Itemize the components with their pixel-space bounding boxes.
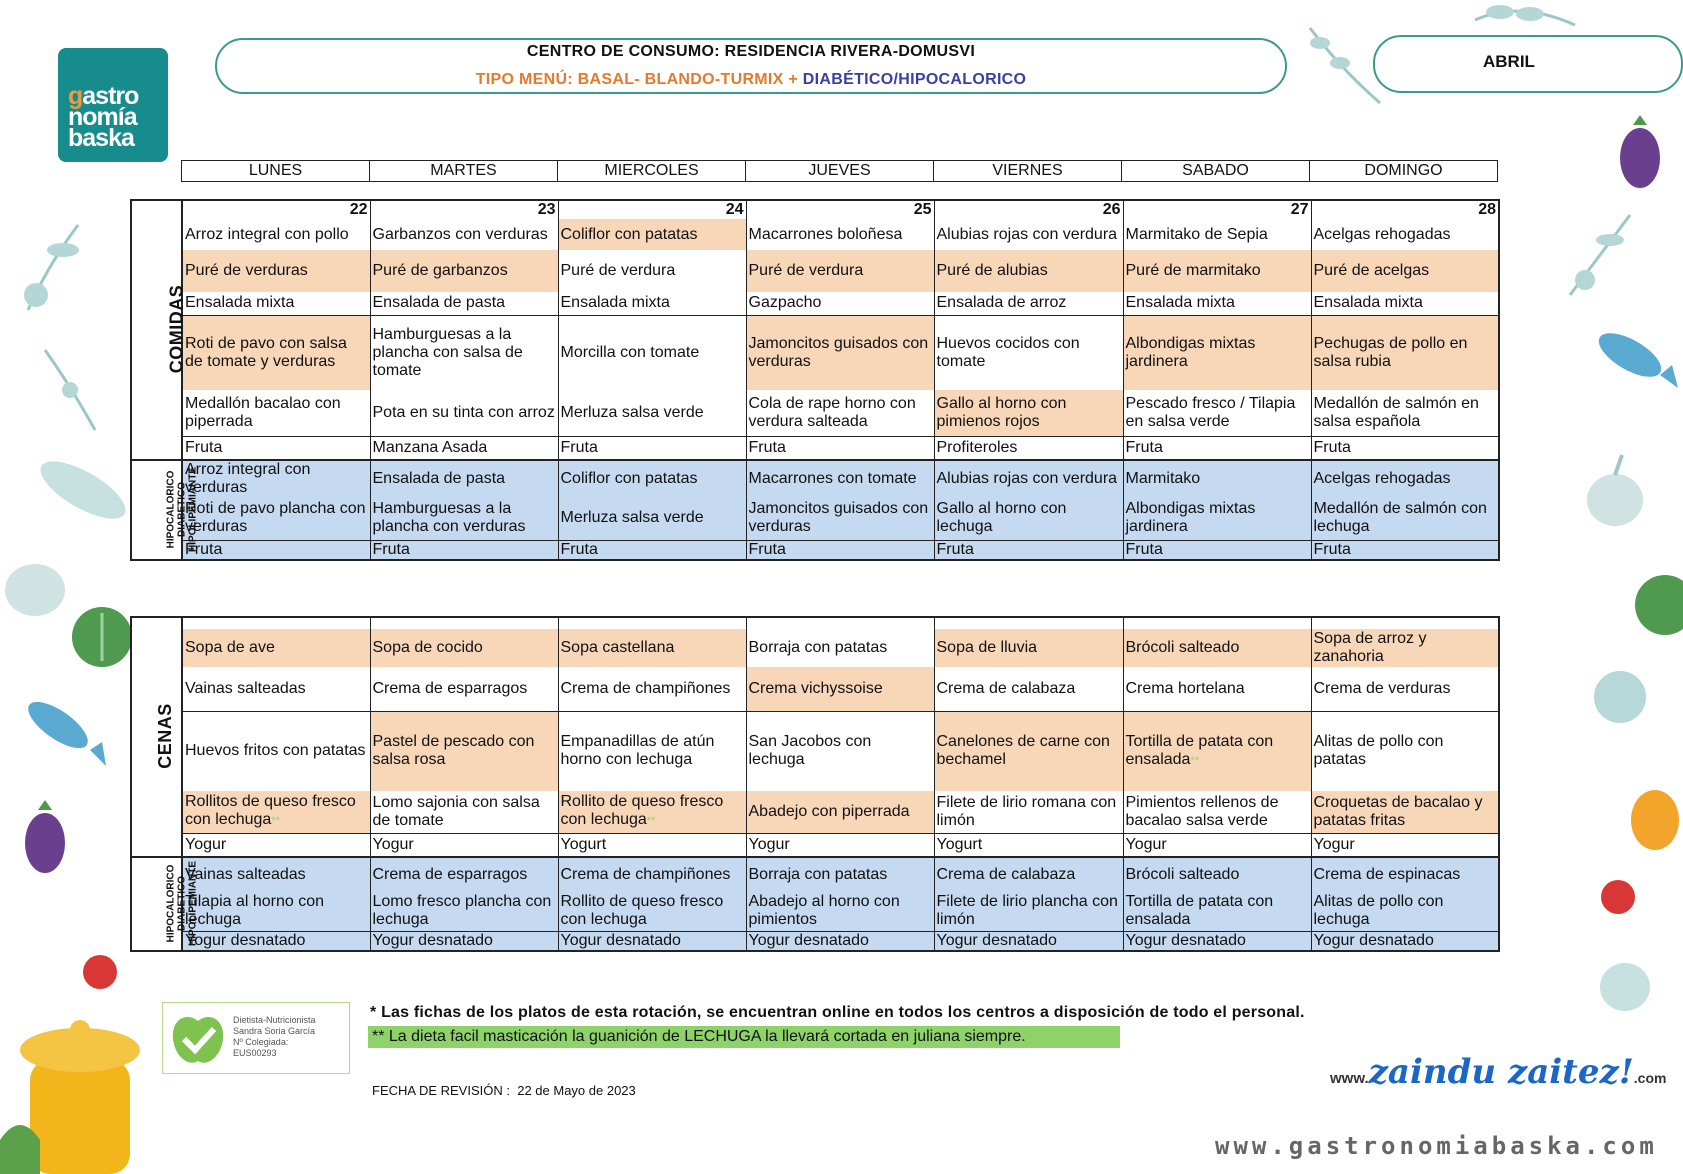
dates-row <box>131 200 1499 219</box>
menu-cell: Alitas de pollo con lechuga <box>1311 891 1499 931</box>
cenas-row <box>131 833 1499 857</box>
comidas-diet-row <box>131 540 1499 560</box>
menu-cell: Sopa castellana <box>558 629 746 667</box>
logo-line-2: nomía <box>68 103 137 131</box>
day-header: VIERNES <box>934 161 1122 181</box>
menu-cell: Morcilla con tomate <box>558 315 746 390</box>
eggplant-icon <box>1615 110 1665 190</box>
menu-cell: Yogur <box>182 833 370 857</box>
menu-cell: Fruta <box>746 436 934 460</box>
menu-cell: Fruta <box>1311 540 1499 560</box>
menu-cell: Arroz integral con verduras <box>182 460 370 497</box>
menu-cell: Tilapia al horno con lechuga <box>182 891 370 931</box>
menu-cell: Hamburguesas a la plancha con salsa de tomate <box>370 315 558 390</box>
month-label: ABRIL <box>1483 52 1535 71</box>
date-number: 24 <box>558 200 746 219</box>
menu-cell: Arroz integral con pollo <box>182 219 370 250</box>
comidas-diet-label: HIPOCALORICO DIABETICO HIPOLIPEMIANTE <box>131 460 182 560</box>
menu-cell: Ensalada mixta <box>1311 292 1499 315</box>
menu-cell: Pescado fresco / Tilapia en salsa verde <box>1123 390 1311 436</box>
cenas-diet-label: HIPOCALORICO DIABETICO HIPOLIPEMIANTE <box>131 857 182 951</box>
date-number: 27 <box>1123 200 1311 219</box>
header-box <box>215 38 1287 94</box>
lechuga-note-mark: ** <box>1190 754 1200 767</box>
menu-type-suffix: DIABÉTICO/HIPOCALORICO <box>802 71 1027 88</box>
menu-cell: Coliflor con patatas <box>558 460 746 497</box>
cenas-table <box>130 616 1500 952</box>
menu-cell: Merluza salsa verde <box>558 497 746 540</box>
day-header: LUNES <box>182 161 370 181</box>
menu-cell: Crema de champiñones <box>558 857 746 891</box>
menu-cell: Medallón de salmón en salsa española <box>1311 390 1499 436</box>
menu-type <box>217 71 1285 89</box>
menu-cell: Yogurt <box>934 833 1123 857</box>
menu-cell: Crema de calabaza <box>934 857 1123 891</box>
menu-cell: Lomo fresco plancha con lechuga <box>370 891 558 931</box>
zaindu-zaitez-logo: www.zaindu zaitez!.com <box>1330 1052 1667 1092</box>
menu-cell: Empanadillas de atún horno con lechuga <box>558 711 746 791</box>
cooking-pot-icon <box>0 990 160 1174</box>
day-header: SABADO <box>1122 161 1310 181</box>
spacer-cell <box>370 617 558 629</box>
revision-date: FECHA DE REVISIÓN : 22 de Mayo de 2023 <box>372 1083 636 1098</box>
day-header: MARTES <box>370 161 558 181</box>
menu-cell: Yogur desnatado <box>1311 931 1499 951</box>
menu-cell: Merluza salsa verde <box>558 390 746 436</box>
fish-left-icon <box>18 690 108 770</box>
day-header: MIERCOLES <box>558 161 746 181</box>
website-url: www.gastronomiabaska.com <box>1215 1132 1658 1160</box>
comidas-row <box>131 315 1499 390</box>
menu-cell: Hamburguesas a la plancha con verduras <box>370 497 558 540</box>
comidas-table <box>130 199 1500 561</box>
day-header: JUEVES <box>746 161 934 181</box>
menu-cell: Cola de rape horno con verdura salteada <box>746 390 934 436</box>
day-header: DOMINGO <box>1364 162 1443 179</box>
menu-cell: Fruta <box>558 436 746 460</box>
menu-cell: Manzana Asada <box>370 436 558 460</box>
menu-cell: Crema de esparragos <box>370 667 558 711</box>
note-lechuga: ** La dieta facil masticación la guanición de LECHUGA la llevará cortada en juliana siempre. <box>368 1026 1120 1048</box>
menu-cell: Huevos cocidos con tomate <box>934 315 1123 390</box>
spacer-cell <box>1311 617 1499 629</box>
menu-cell: Albondigas mixtas jardinera <box>1123 315 1311 390</box>
menu-cell: Puré de alubias <box>934 250 1123 292</box>
menu-cell: Alitas de pollo con patatas <box>1311 711 1499 791</box>
menu-cell: Rollitos de queso fresco con lechuga** <box>182 791 370 833</box>
menu-cell: Yogur <box>746 833 934 857</box>
menu-cell: Crema de verduras <box>1311 667 1499 711</box>
menu-cell: Huevos fritos con patatas <box>182 711 370 791</box>
lechuga-note-mark: ** <box>646 815 656 828</box>
menu-cell: Gazpacho <box>746 292 934 315</box>
spacer-cell <box>1123 617 1311 629</box>
date-number: 25 <box>746 200 934 219</box>
menu-cell: Yogurt <box>558 833 746 857</box>
menu-cell: Fruta <box>558 540 746 560</box>
fish-icon <box>1590 320 1680 390</box>
menu-cell: Yogur desnatado <box>370 931 558 951</box>
menu-cell: Marmitako de Sepia <box>1123 219 1311 250</box>
gastronomia-baska-logo <box>58 48 168 162</box>
certificate-text: Dietista-Nutricionista Sandra Soria García Nº Colegiada: EUS00293 <box>233 1015 316 1058</box>
menu-cell: Filete de lirio plancha con limón <box>934 891 1123 931</box>
cucumber-icon <box>28 455 138 525</box>
menu-cell: Puré de acelgas <box>1311 250 1499 292</box>
menu-cell: Fruta <box>746 540 934 560</box>
menu-cell: Jamoncitos guisados con verduras <box>746 497 934 540</box>
menu-cell: Ensalada mixta <box>1123 292 1311 315</box>
comidas-diet-row <box>131 460 1499 497</box>
menu-cell: Fruta <box>370 540 558 560</box>
olive-left-icon <box>8 215 98 315</box>
menu-cell: Yogur <box>1123 833 1311 857</box>
cherry-left-icon <box>80 950 120 990</box>
menu-cell: Crema vichyssoise <box>746 667 934 711</box>
menu-cell: Macarrones boloñesa <box>746 219 934 250</box>
menu-cell: Roti de pavo plancha con verduras <box>182 497 370 540</box>
note-fichas: * Las fichas de los platos de esta rotación, se encuentran online en todos los centros a disposición de todo el personal. <box>370 1004 1305 1021</box>
menu-cell: Pechugas de pollo en salsa rubia <box>1311 315 1499 390</box>
logo-line-1: gastro <box>68 82 139 110</box>
menu-cell: Abadejo con piperrada <box>746 791 934 833</box>
menu-cell: Gallo al horno con lechuga <box>934 497 1123 540</box>
menu-cell: Medallón bacalao con piperrada <box>182 390 370 436</box>
date-number: 23 <box>370 200 558 219</box>
menu-cell: Acelgas rehogadas <box>1311 219 1499 250</box>
cenas-row <box>131 711 1499 791</box>
spacer-cell <box>746 617 934 629</box>
menu-cell: Profiteroles <box>934 436 1123 460</box>
menu-type-prefix: TIPO MENÚ: BASAL- BLANDO-TURMIX + <box>475 71 799 88</box>
menu-cell: Yogur desnatado <box>182 931 370 951</box>
menu-cell: Garbanzos con verduras <box>370 219 558 250</box>
garlic-left-icon <box>0 540 80 620</box>
menu-cell: Borraja con patatas <box>746 857 934 891</box>
menu-cell: Rollito de queso fresco con lechuga** <box>558 791 746 833</box>
menu-cell: Sopa de ave <box>182 629 370 667</box>
days-header <box>181 160 1498 182</box>
cenas-diet-row <box>131 857 1499 891</box>
menu-cell: Puré de verduras <box>182 250 370 292</box>
month-box <box>1373 35 1683 93</box>
menu-cell: Albondigas mixtas jardinera <box>1123 497 1311 540</box>
menu-cell: Ensalada de arroz <box>934 292 1123 315</box>
menu-cell: Pota en su tinta con arroz <box>370 390 558 436</box>
menu-cell: Vainas salteadas <box>182 857 370 891</box>
menu-cell: Yogur desnatado <box>558 931 746 951</box>
menu-cell: Abadejo al horno con pimientos <box>746 891 934 931</box>
cenas-diet-row <box>131 931 1499 951</box>
cherry-tomato-icon <box>1598 875 1638 915</box>
menu-cell: Medallón de salmón con lechuga <box>1311 497 1499 540</box>
menu-cell: Gallo al horno con pimienos rojos <box>934 390 1123 436</box>
menu-cell: Yogur desnatado <box>934 931 1123 951</box>
menu-cell: Yogur desnatado <box>1123 931 1311 951</box>
lettuce-icon <box>1630 570 1680 640</box>
menu-cell: Sopa de lluvia <box>934 629 1123 667</box>
menu-cell: Tortilla de patata con ensalada <box>1123 891 1311 931</box>
menu-cell: Borraja con patatas <box>746 629 934 667</box>
spacer-cell <box>558 617 746 629</box>
herb-left-icon <box>40 345 100 435</box>
menu-cell: Alubias rojas con verdura <box>934 219 1123 250</box>
menu-cell: Canelones de carne con bechamel <box>934 711 1123 791</box>
menu-cell: Crema de espinacas <box>1311 857 1499 891</box>
date-number: 26 <box>934 200 1123 219</box>
comidas-row <box>131 436 1499 460</box>
menu-cell: Puré de marmitako <box>1123 250 1311 292</box>
menu-cell: Coliflor con patatas <box>558 219 746 250</box>
herb-decoration-icon <box>1470 0 1580 40</box>
comidas-diet-row <box>131 497 1499 540</box>
cenas-diet-row <box>131 891 1499 931</box>
menu-cell: Filete de lirio romana con limón <box>934 791 1123 833</box>
menu-cell: Fruta <box>934 540 1123 560</box>
menu-cell: Tortilla de patata con ensalada** <box>1123 711 1311 791</box>
menu-cell: Pastel de pescado con salsa rosa <box>370 711 558 791</box>
eggplant-left-icon <box>20 795 70 875</box>
spacer-cell <box>934 617 1123 629</box>
menu-cell: Fruta <box>1123 540 1311 560</box>
menu-cell: Ensalada mixta <box>558 292 746 315</box>
menu-cell: Vainas salteadas <box>182 667 370 711</box>
menu-cell: Puré de verdura <box>746 250 934 292</box>
menu-cell: Puré de garbanzos <box>370 250 558 292</box>
menu-cell: Marmitako <box>1123 460 1311 497</box>
menu-cell: San Jacobos con lechuga <box>746 711 934 791</box>
menu-cell: Fruta <box>182 540 370 560</box>
cenas-row <box>131 791 1499 833</box>
menu-cell: Ensalada mixta <box>182 292 370 315</box>
menu-cell: Fruta <box>182 436 370 460</box>
comidas-row <box>131 292 1499 315</box>
menu-cell: Lomo sajonia con salsa de tomate <box>370 791 558 833</box>
cenas-row <box>131 667 1499 711</box>
apple-check-icon <box>167 1007 229 1069</box>
menu-cell: Sopa de arroz y zanahoria <box>1311 629 1499 667</box>
comidas-row <box>131 219 1499 250</box>
menu-cell: Fruta <box>1311 436 1499 460</box>
comidas-row <box>131 250 1499 292</box>
logo-line-3: baska <box>68 124 134 152</box>
cenas-row <box>131 629 1499 667</box>
menu-cell: Sopa de cocido <box>370 629 558 667</box>
menu-cell: Ensalada de pasta <box>370 292 558 315</box>
menu-cell: Brócoli salteado <box>1123 629 1311 667</box>
garlic-icon <box>1580 450 1650 530</box>
lechuga-note-mark: ** <box>271 815 280 828</box>
menu-cell: Pimientos rellenos de bacalao salsa verde <box>1123 791 1311 833</box>
comidas-section-label: COMIDAS <box>131 200 182 460</box>
cenas-section-label: CENAS <box>131 617 182 857</box>
cabbage-icon <box>70 605 135 670</box>
date-number: 22 <box>182 200 370 219</box>
menu-cell: Fruta <box>1123 436 1311 460</box>
menu-cell: Macarrones con tomate <box>746 460 934 497</box>
olive-branch-icon <box>1560 205 1640 305</box>
menu-cell: Crema hortelana <box>1123 667 1311 711</box>
menu-cell: Crema de esparragos <box>370 857 558 891</box>
menu-cell: Puré de verdura <box>558 250 746 292</box>
menu-cell: Acelgas rehogadas <box>1311 460 1499 497</box>
menu-cell: Crema de champiñones <box>558 667 746 711</box>
spacer-cell <box>182 617 370 629</box>
menu-cell: Alubias rojas con verdura <box>934 460 1123 497</box>
pepper-icon <box>1625 785 1680 855</box>
date-number: 28 <box>1311 200 1499 219</box>
pepper-outline-icon <box>1595 955 1655 1015</box>
menu-cell: Yogur desnatado <box>746 931 934 951</box>
menu-cell: Yogur <box>1311 833 1499 857</box>
menu-cell: Crema de calabaza <box>934 667 1123 711</box>
menu-cell: Jamoncitos guisados con verduras <box>746 315 934 390</box>
menu-cell: Yogur <box>370 833 558 857</box>
comidas-row <box>131 390 1499 436</box>
dietitian-certificate <box>162 1002 350 1074</box>
menu-cell: Roti de pavo con salsa de tomate y verduras <box>182 315 370 390</box>
menu-cell: Ensalada de pasta <box>370 460 558 497</box>
center-title: CENTRO DE CONSUMO: RESIDENCIA RIVERA-DOMUSVI <box>526 43 976 60</box>
menu-cell: Brócoli salteado <box>1123 857 1311 891</box>
menu-cell: Croquetas de bacalao y patatas fritas <box>1311 791 1499 833</box>
tomato-icon <box>1590 665 1650 725</box>
menu-cell: Rollito de queso fresco con lechuga <box>558 891 746 931</box>
